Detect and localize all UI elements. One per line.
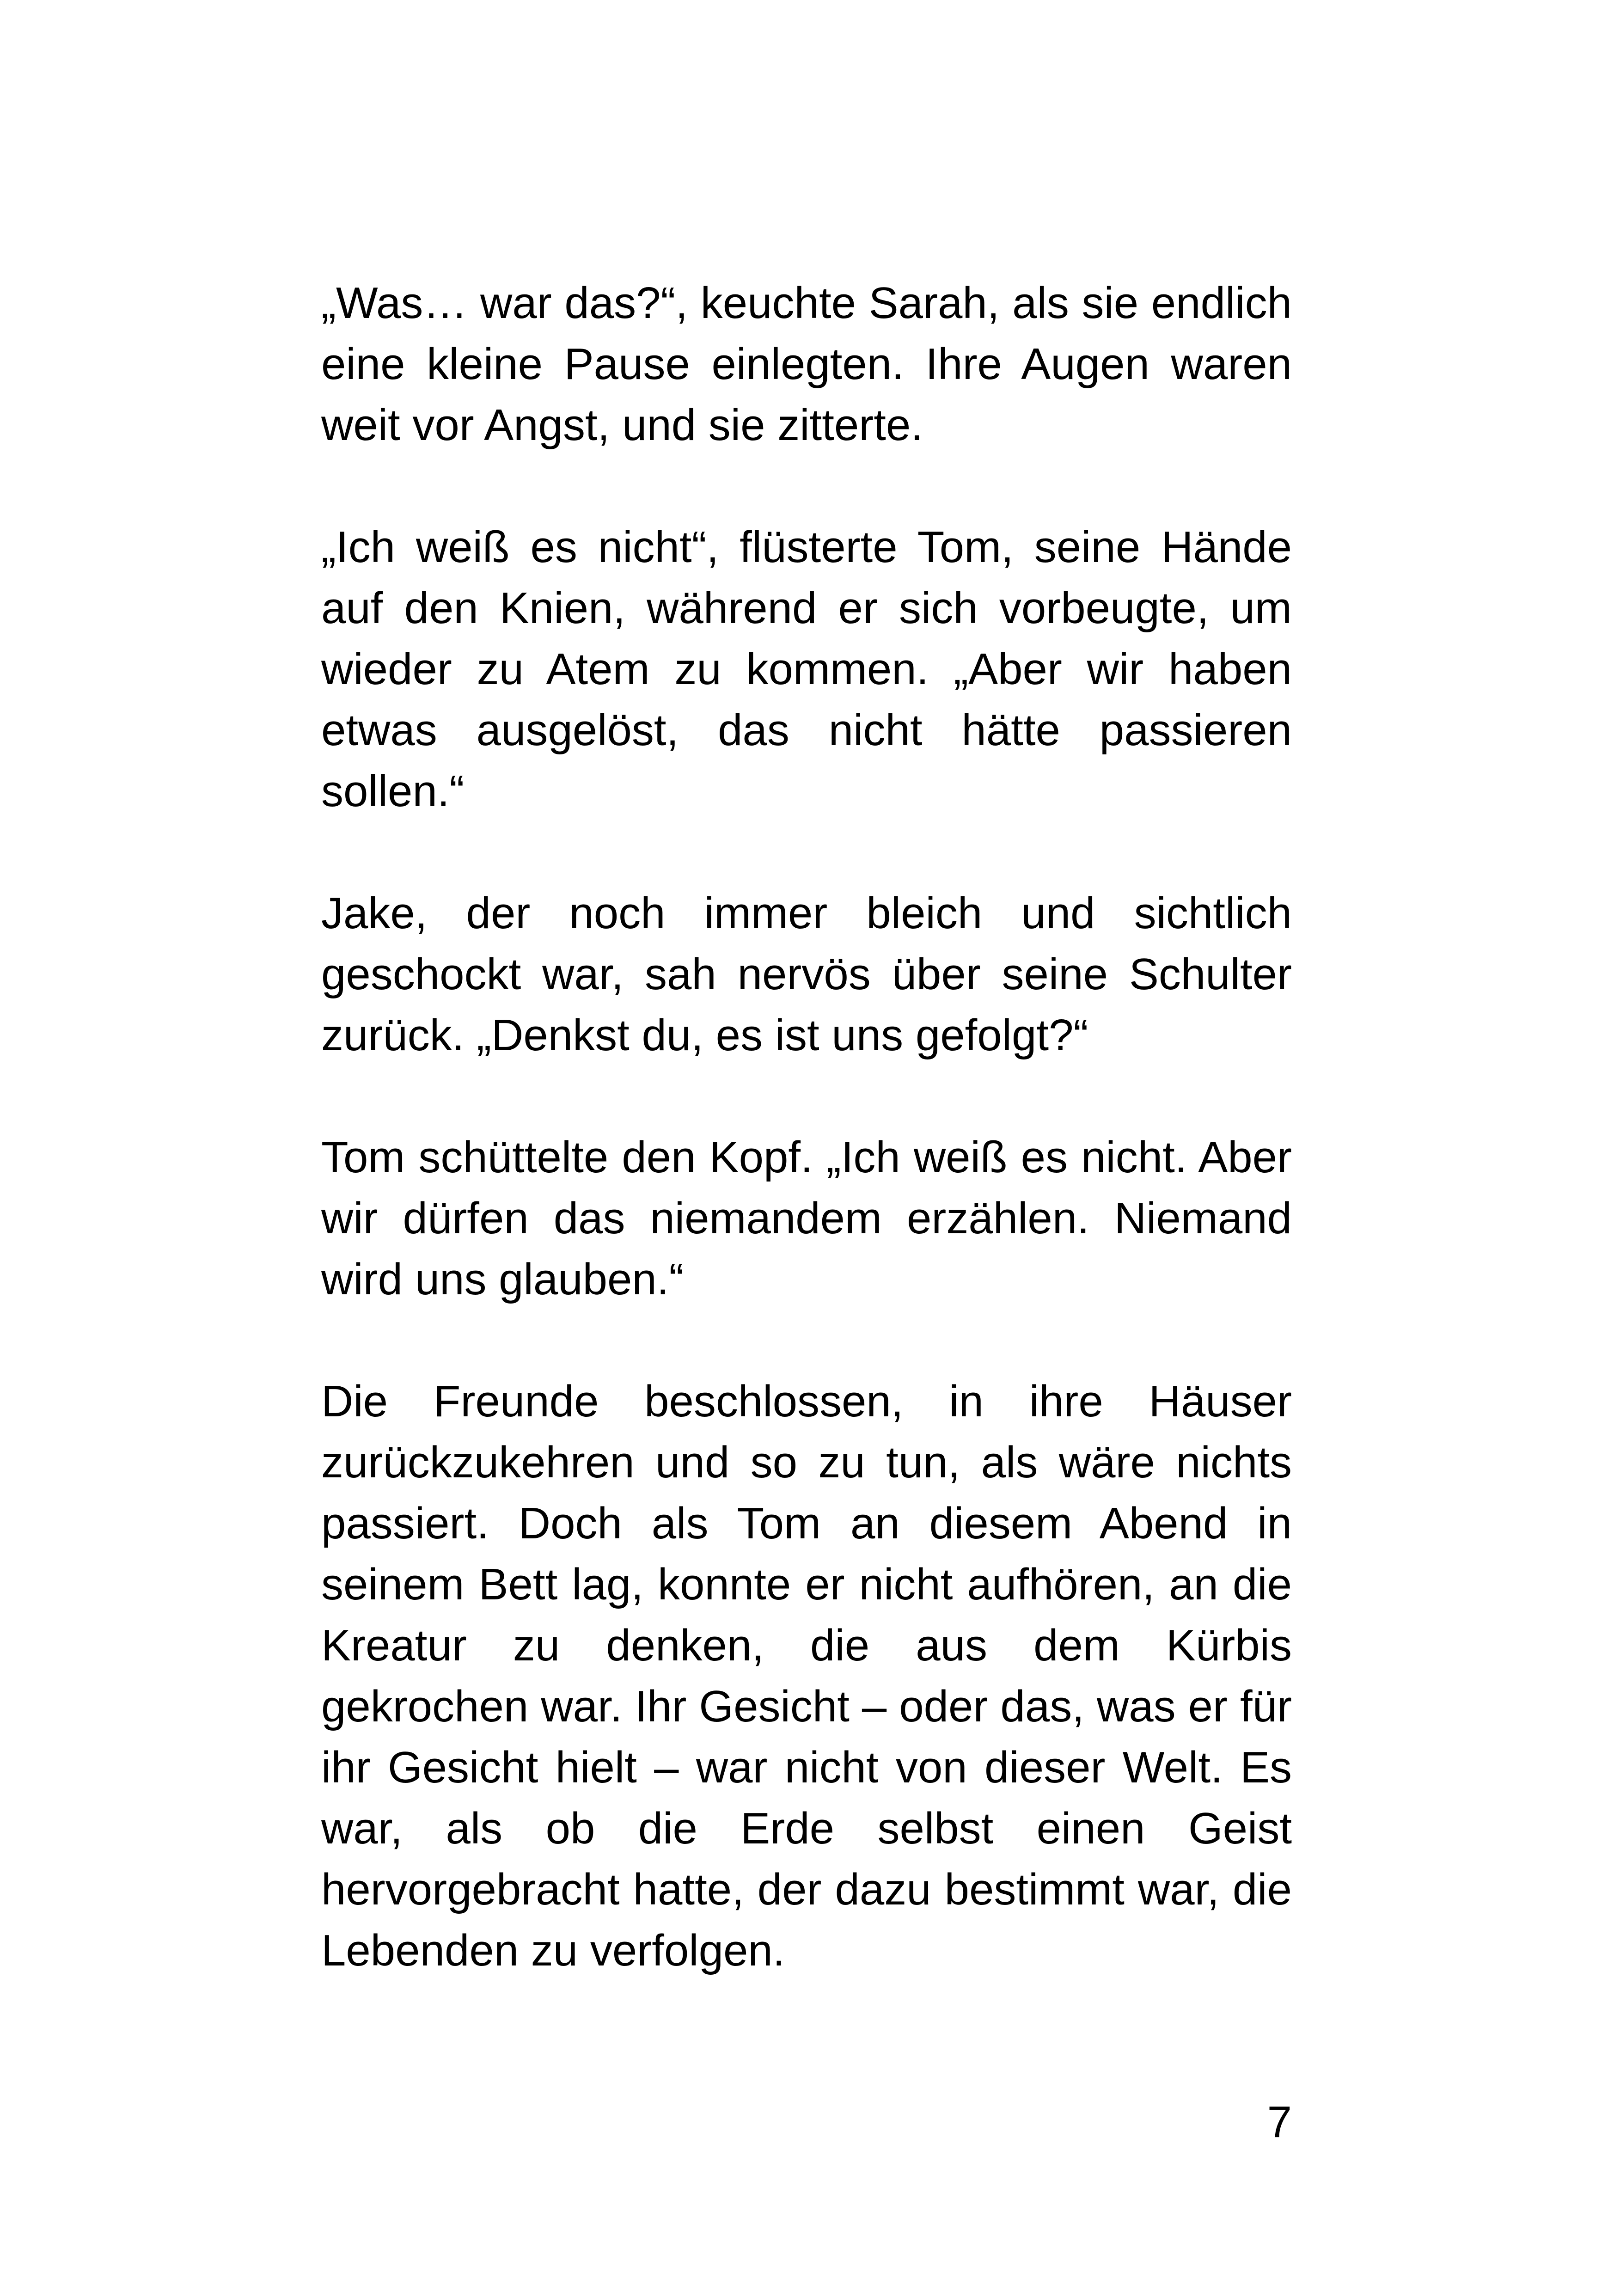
paragraph-5: Die Freunde beschlossen, in ihre Häuser zurückzukehren und so zu tun, als wäre nichts passiert. Doch als Tom an diesem Abend in seinem Bett lag, konnte er nicht aufhören, an die Kreatur zu denken, die aus dem Kürbis gekrochen war. Ihr Gesicht – oder das, was er für ihr Gesicht hielt – war nicht von dieser Welt. Es war, als ob die Erde selbst einen Geist hervorgebracht hatte, der dazu bestimmt war, die Lebenden zu verfolgen. — [321, 1377, 1292, 1975]
paragraph-1: „Was… war das?“, keuchte Sarah, als sie endlich eine kleine Pause einlegten. Ihre Augen waren weit vor Angst, und sie zitterte. — [321, 278, 1292, 450]
paragraph-4: Tom schüttelte den Kopf. „Ich weiß es nicht. Aber wir dürfen das niemandem erzählen. Niemand wird uns glauben.“ — [321, 1133, 1292, 1304]
paragraph-2: „Ich weiß es nicht“, flüsterte Tom, seine Hände auf den Knien, während er sich vorbeugte, um wieder zu Atem zu kommen. „Aber wir haben etwas ausgelöst, das nicht hätte passieren sollen.“ — [321, 522, 1292, 816]
page-number: 7 — [1267, 2097, 1292, 2147]
body-text — [321, 273, 1292, 1981]
paragraph-3: Jake, der noch immer bleich und sichtlich geschockt war, sah nervös über seine Schulter zurück. „Denkst du, es ist uns gefolgt?“ — [321, 888, 1292, 1060]
